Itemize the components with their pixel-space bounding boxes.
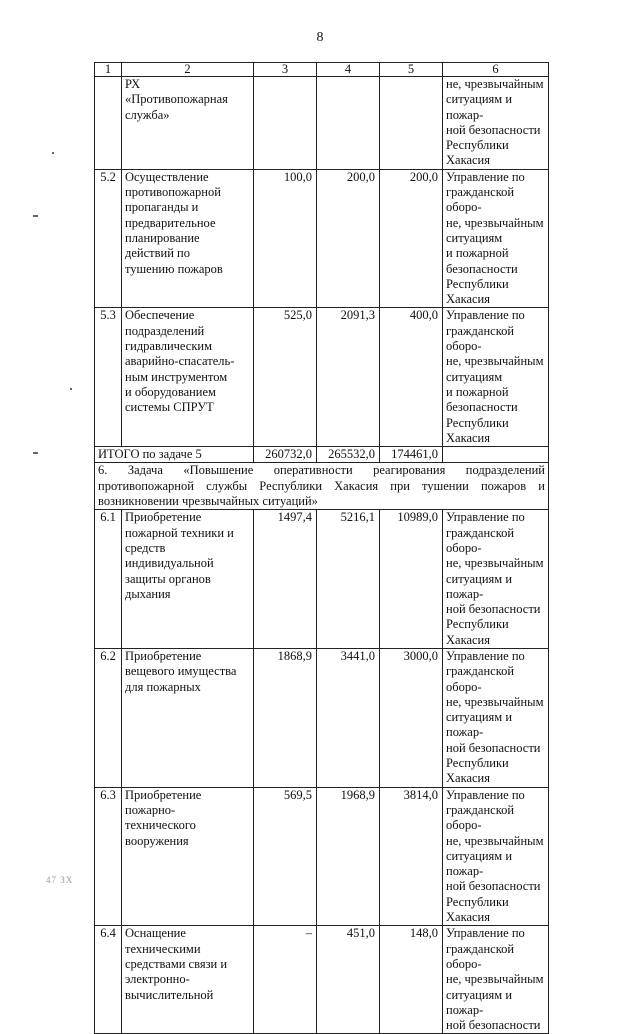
value-col5: 200,0: [380, 169, 443, 308]
value-col3: [254, 77, 317, 170]
row-number: [95, 77, 122, 170]
value-col5: 148,0: [380, 926, 443, 1034]
row-number: 6.2: [95, 648, 122, 787]
task-heading-row: [95, 463, 549, 510]
value-col4: 5216,1: [317, 510, 380, 649]
value-col3: 569,5: [254, 787, 317, 926]
value-col3: 1868,9: [254, 648, 317, 787]
total-col4: 265532,0: [317, 447, 380, 463]
responsible-body: Управление по гражданской оборо- не, чрезвычайным ситуациям и пожарной безопасности Республики Хакасия: [443, 308, 549, 447]
scan-speck: [70, 388, 72, 390]
value-col4: 451,0: [317, 926, 380, 1034]
row-number: 6.1: [95, 510, 122, 649]
total-row: [95, 447, 549, 463]
total-col5: 174461,0: [380, 447, 443, 463]
value-col5: 3814,0: [380, 787, 443, 926]
measure-name: Приобретение пожарно- технического вооружения: [122, 787, 254, 926]
column-number: 1: [95, 63, 122, 77]
scan-footer-mark: 47 ЗХ: [46, 875, 74, 885]
responsible-body: Управление по гражданской оборо- не, чрезвычайным ситуациям и пожарной безопасности Республики Хакасия: [443, 169, 549, 308]
value-col3: 525,0: [254, 308, 317, 447]
row-number: 5.3: [95, 308, 122, 447]
scan-speck: [33, 215, 38, 217]
table-row: [95, 787, 549, 926]
measure-name: РХ «Противопожарная служба»: [122, 77, 254, 170]
value-col4: 3441,0: [317, 648, 380, 787]
measure-name: Приобретение пожарной техники и средств индивидуальной защиты органов дыхания: [122, 510, 254, 649]
value-col3: 1497,4: [254, 510, 317, 649]
value-col3: 100,0: [254, 169, 317, 308]
value-col5: 10989,0: [380, 510, 443, 649]
table-row: [95, 926, 549, 1034]
measure-name: Обеспечение подразделений гидравлическим аварийно-спасатель- ным инструментом и оборудованием системы СПРУТ: [122, 308, 254, 447]
responsible-body: Управление по гражданской оборо- не, чрезвычайным ситуациям и пожар- ной безопасности Республики Хакасия: [443, 648, 549, 787]
task-heading: 6. Задача «Повышение оперативности реагирования подразделений противопожарной службы Республики Хакасия при тушении пожаров и возникновении чрезвычайных ситуаций»: [95, 463, 549, 510]
measure-name: Осуществление противопожарной пропаганды и предварительное планирование действий по тушению пожаров: [122, 169, 254, 308]
table-row: [95, 648, 549, 787]
column-number: 3: [254, 63, 317, 77]
column-number-row: [95, 63, 549, 77]
scan-speck: [52, 152, 54, 154]
responsible-body: Управление по гражданской оборо- не, чрезвычайным ситуациям и пожар- ной безопасности: [443, 926, 549, 1034]
value-col5: 3000,0: [380, 648, 443, 787]
value-col5: 400,0: [380, 308, 443, 447]
row-number: 6.4: [95, 926, 122, 1034]
column-number: 6: [443, 63, 549, 77]
value-col4: 2091,3: [317, 308, 380, 447]
column-number: 4: [317, 63, 380, 77]
total-empty-cell: [443, 447, 549, 463]
table-row: [95, 169, 549, 308]
total-col3: 260732,0: [254, 447, 317, 463]
total-label: ИТОГО по задаче 5: [95, 447, 254, 463]
value-col4: 200,0: [317, 169, 380, 308]
table-row: [95, 77, 549, 170]
row-number: 5.2: [95, 169, 122, 308]
responsible-body: не, чрезвычайным ситуациям и пожар- ной безопасности Республики Хакасия: [443, 77, 549, 170]
value-col4: [317, 77, 380, 170]
page-number: 8: [316, 30, 324, 45]
scan-speck: [33, 452, 38, 454]
value-col5: [380, 77, 443, 170]
responsible-body: Управление по гражданской оборо- не, чрезвычайным ситуациям и пожар- ной безопасности Республики Хакасия: [443, 510, 549, 649]
row-number: 6.3: [95, 787, 122, 926]
value-col3: –: [254, 926, 317, 1034]
measure-name: Приобретение вещевого имущества для пожарных: [122, 648, 254, 787]
column-number: 2: [122, 63, 254, 77]
program-table: [94, 62, 549, 1034]
table-row: [95, 308, 549, 447]
responsible-body: Управление по гражданской оборо- не, чрезвычайным ситуациям и пожар- ной безопасности Республики Хакасия: [443, 787, 549, 926]
value-col4: 1968,9: [317, 787, 380, 926]
measure-name: Оснащение техническими средствами связи и электронно- вычислительной: [122, 926, 254, 1034]
table-row: [95, 510, 549, 649]
column-number: 5: [380, 63, 443, 77]
